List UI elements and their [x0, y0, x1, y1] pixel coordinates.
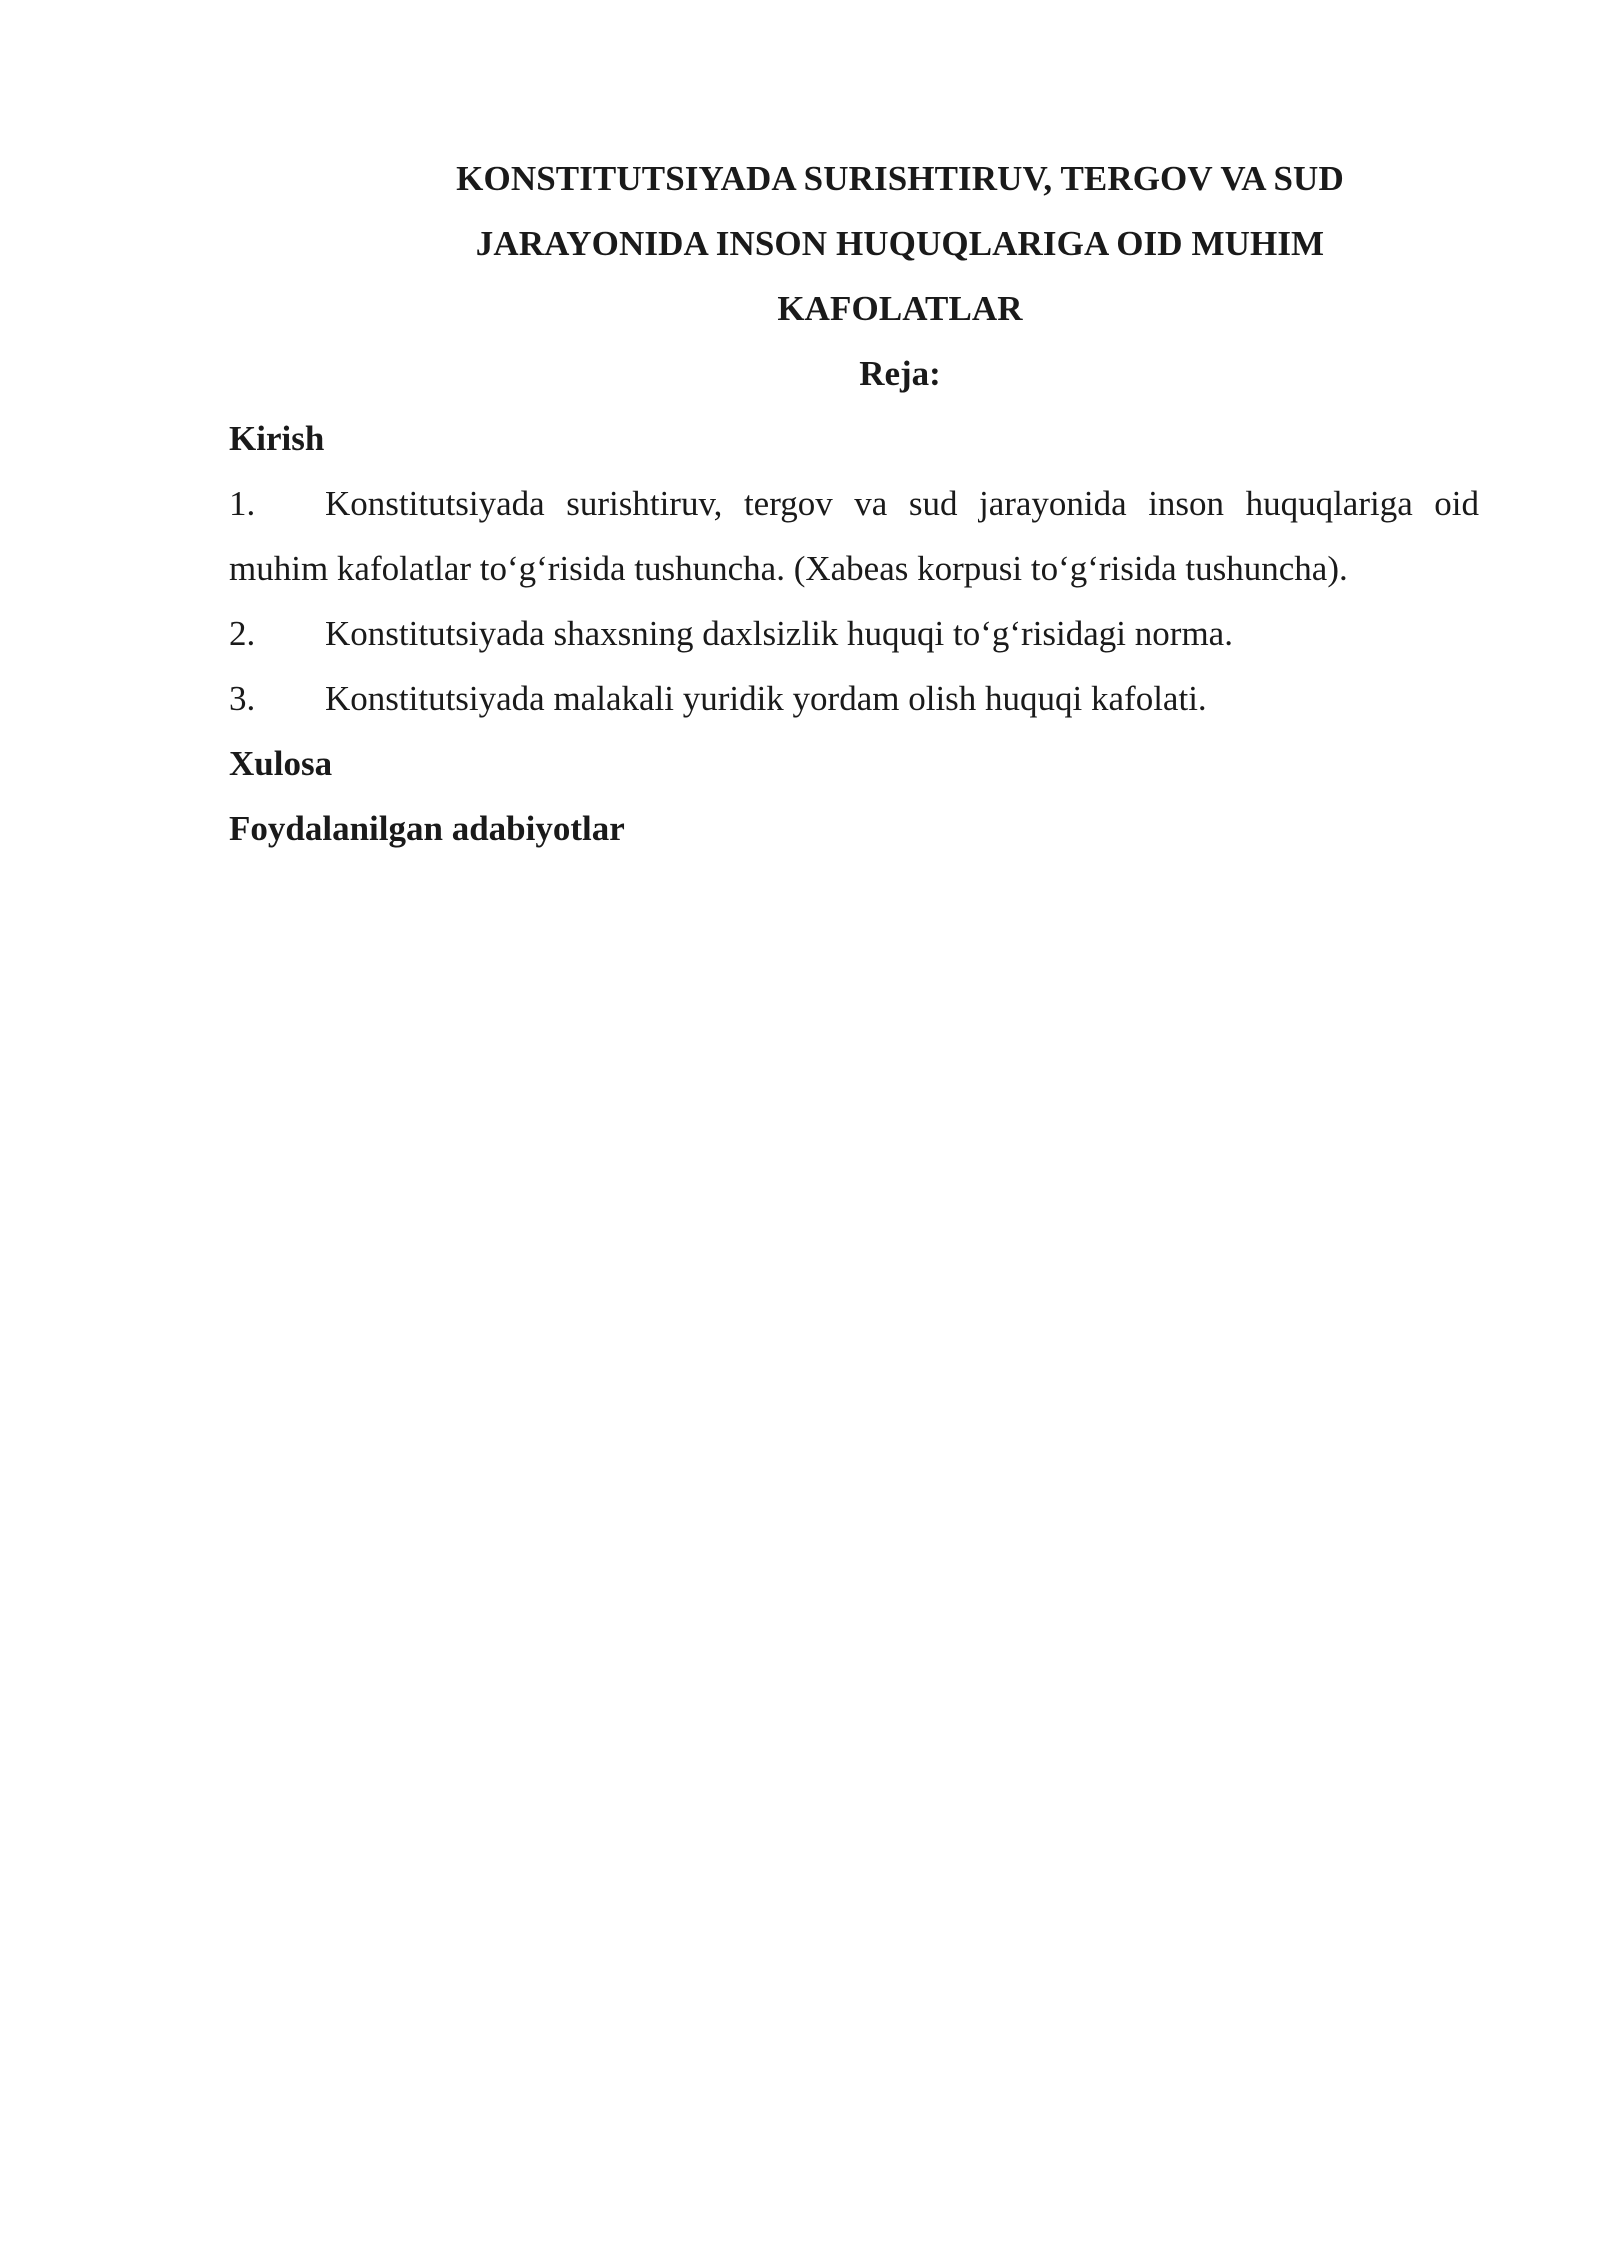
plan-body	[229, 406, 1479, 861]
references-heading: Foydalanilgan adabiyotlar	[229, 809, 625, 848]
intro-heading: Kirish	[229, 419, 325, 458]
plan-item-2	[229, 601, 1479, 666]
plan-item-text: Konstitutsiyada surishtiruv, tergov va sud jarayonida inson huquqlariga oid muhim kafolatlar to‘g‘risida tushuncha. (Xabeas korpusi to‘g‘risida tushuncha).	[229, 484, 1479, 588]
title-line-1: KONSTITUTSIYADA SURISHTIRUV, TERGOV VA SUD	[456, 159, 1344, 198]
plan-item-number: 2.	[229, 614, 256, 653]
title-line-3: KAFOLATLAR	[777, 289, 1023, 328]
plan-item-1	[229, 471, 1479, 601]
plan-item-text: Konstitutsiyada malakali yuridik yordam olish huquqi kafolati.	[325, 679, 1207, 718]
plan-item-3	[229, 666, 1479, 731]
conclusion-heading: Xulosa	[229, 744, 333, 783]
title-line-2: JARAYONIDA INSON HUQUQLARIGA OID MUHIM	[475, 224, 1325, 263]
plan-item-text: Konstitutsiyada shaxsning daxlsizlik huquqi to‘g‘risidagi norma.	[325, 614, 1233, 653]
document-title	[400, 146, 1400, 341]
plan-heading: Reja:	[859, 354, 941, 393]
plan-item-number: 3.	[229, 679, 256, 718]
plan-item-number: 1.	[229, 484, 256, 523]
